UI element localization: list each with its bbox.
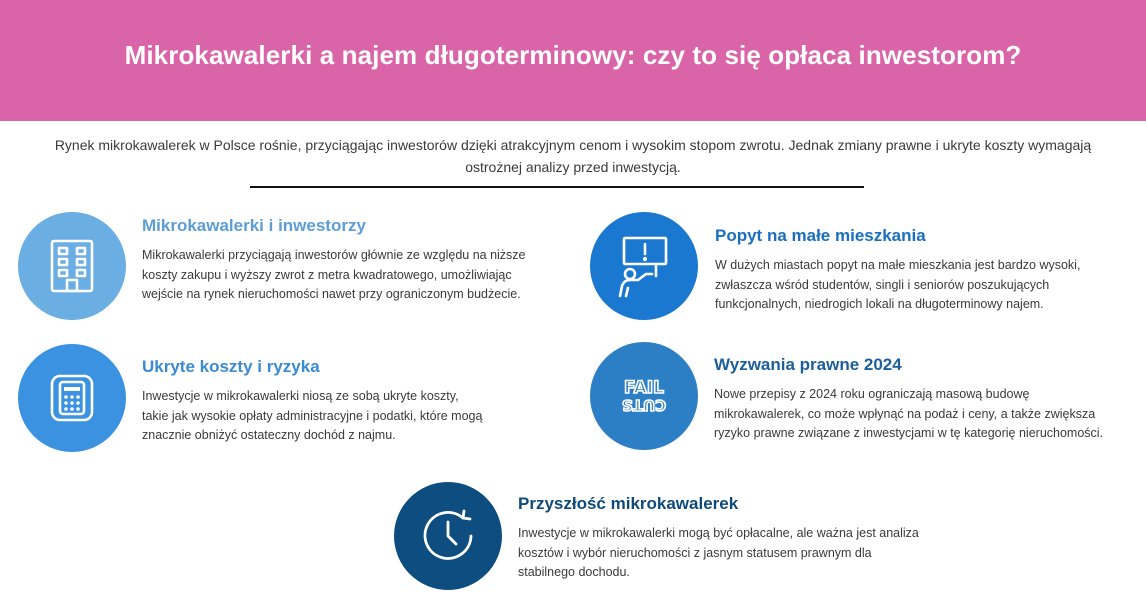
intro-text (20, 134, 1126, 178)
legal-line-1: Nowe przepisy z 2024 roku ograniczają masową budowę (714, 387, 1030, 401)
demand-line-1: W dużych miastach popyt na małe mieszkania jest bardzo wysoki, (715, 258, 1081, 272)
future-icon-circle (394, 482, 502, 590)
costs-title: Ukryte koszty i ryzyka (142, 357, 320, 376)
page-title: Mikrokawalerki a najem długoterminowy: czy to się opłaca inwestorom? (124, 40, 1022, 70)
investors-section (142, 216, 562, 305)
fail-cuts-icon-cuts-text: CUTS (621, 396, 667, 414)
costs-section (142, 357, 562, 446)
future-title: Przyszłość mikrokawalerek (518, 494, 739, 513)
divider (250, 186, 864, 188)
legal-icon-circle (590, 342, 698, 450)
legal-section (714, 355, 1144, 444)
future-section (518, 494, 958, 583)
legal-line-2: mikrokawalerek, co może wpłynąć na podaż i ceny, a także zwiększa (714, 406, 1096, 421)
costs-icon-circle (18, 344, 126, 452)
legal-line-3: ryzyko prawne związane z inwestycjami w tę kategorię nieruchomości. (714, 426, 1104, 440)
costs-line-2: takie jak wysokie opłaty administracyjne i podatki, które mogą (142, 408, 483, 423)
investors-line-3: wejście na rynek nieruchomości nawet przy ograniczonym budżecie. (142, 287, 521, 301)
future-line-1: Inwestycje w mikrokawalerki mogą być opłacalne, ale ważna jest analiza (518, 526, 919, 540)
demand-text (715, 256, 1135, 315)
investors-line-1: Mikrokawalerki przyciągają inwestorów głównie ze względu na niższe (142, 248, 526, 262)
investors-icon-circle (18, 212, 126, 320)
costs-line-3: znacznie obniżyć ostateczny dochód z najmu. (142, 428, 396, 442)
demand-line-3: funkcjonalnych, niedrogich lokali na długoterminowy najem. (715, 297, 1044, 311)
calculator-icon (49, 373, 95, 423)
costs-line-1: Inwestycje w mikrokawalerki niosą ze sobą ukryte koszty, (142, 389, 459, 403)
investors-text (142, 246, 562, 305)
future-text (518, 524, 958, 583)
costs-text (142, 387, 562, 446)
clock-icon (420, 508, 476, 564)
demand-title: Popyt na małe mieszkania (715, 226, 926, 245)
intro-line-1: Rynek mikrokawalerek w Polsce rośnie, przyciągając inwestorów dzięki atrakcyjnym cenom i wysokim stopom zwrotu. Jednak zmiany prawne i ukryte koszty wymagają (54, 137, 1092, 153)
investors-line-2: koszty zakupu i wyższy zwrot z metra kwadratowego, umożliwiając (142, 267, 512, 282)
fail-cuts-icon-fail-text: FAIL (624, 378, 664, 398)
header-banner (0, 0, 1146, 121)
future-line-3: stabilnego dochodu. (518, 565, 630, 579)
legal-title: Wyzwania prawne 2024 (714, 355, 902, 374)
fail-cuts-icon (614, 366, 674, 426)
intro-line-2: ostrożnej analizy przed inwestycją. (465, 159, 681, 175)
demand-icon-circle (590, 212, 698, 320)
building-icon (49, 238, 95, 294)
investors-title: Mikrokawalerki i inwestorzy (142, 216, 366, 235)
demand-section (715, 226, 1135, 315)
demand-line-2: zwłaszcza wśród studentów, singli i seniorów poszukujących (715, 277, 1050, 292)
legal-text (714, 385, 1144, 444)
protest-sign-icon (616, 234, 672, 298)
future-line-2: kosztów i wybór nieruchomości z jasnym statusem prawnym dla (518, 545, 872, 560)
